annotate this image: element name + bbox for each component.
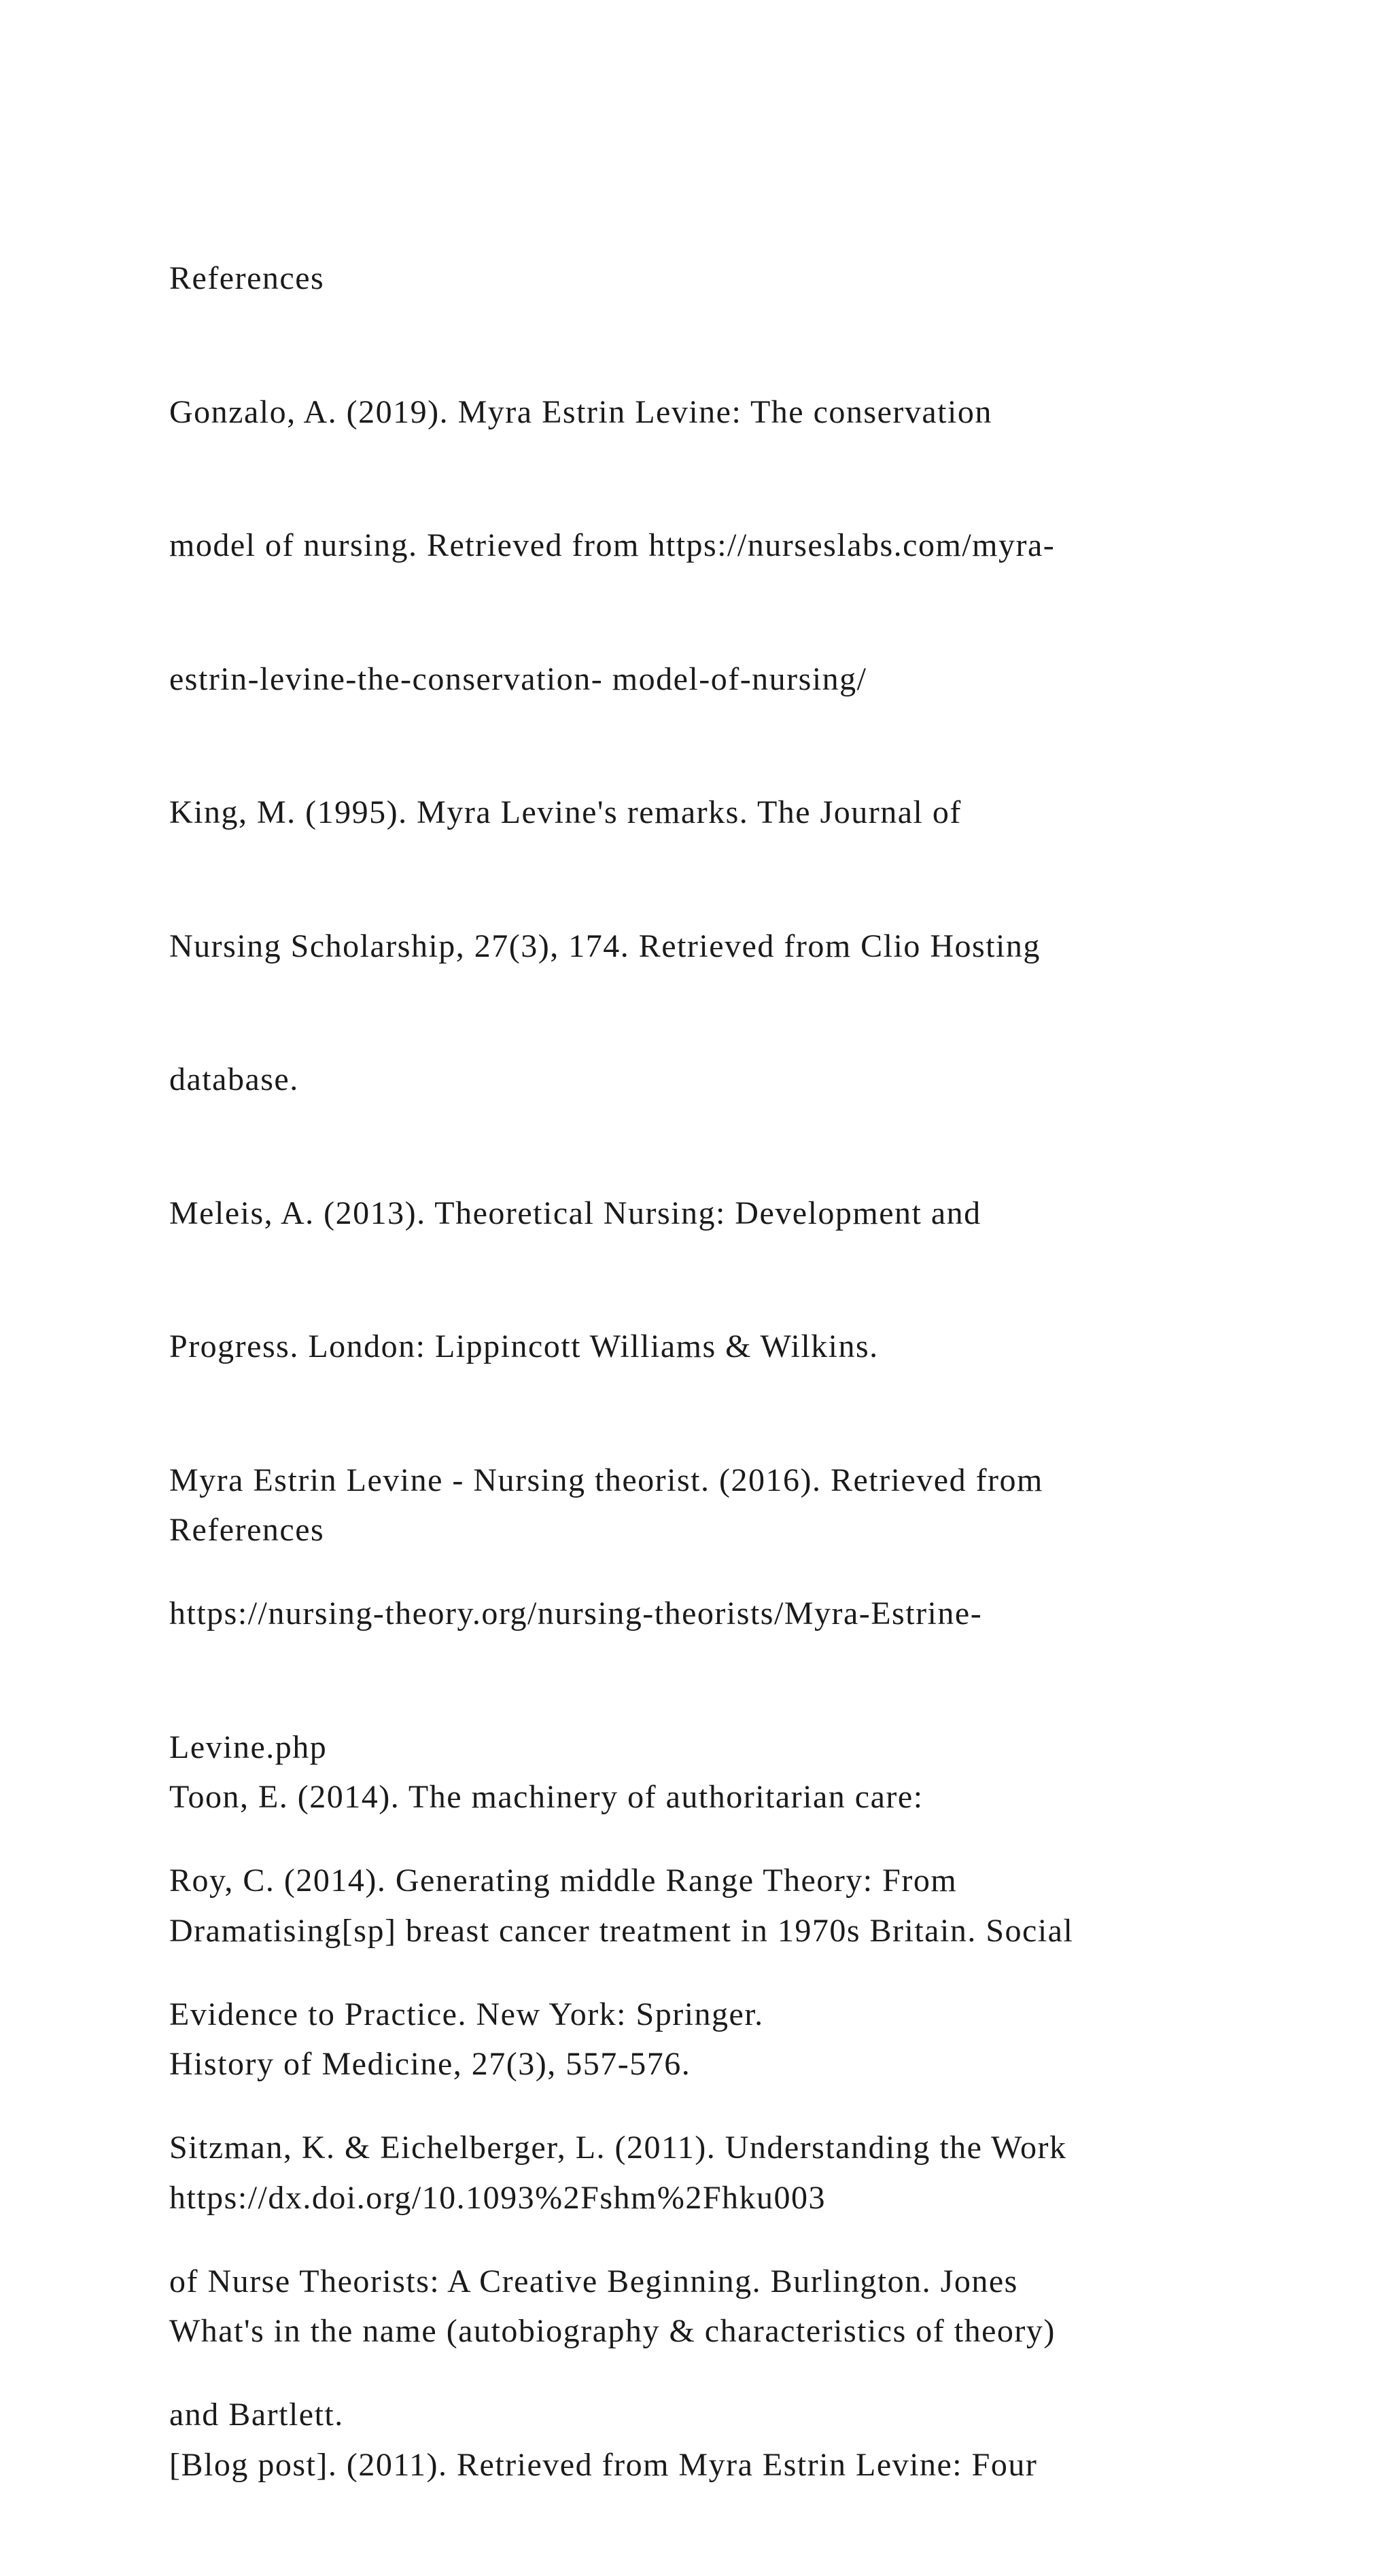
reference-line: [Blog post]. (2011). Retrieved from Myra Estrin Levine: Four <box>169 2446 1038 2483</box>
reference-line: Levine.php <box>169 1729 328 1765</box>
reference-line: estrin-levine-the-conservation- model-of-nursing/ <box>169 660 867 697</box>
reference-line: Toon, E. (2014). The machinery of authoritarian care: <box>169 1779 924 1815</box>
reference-line: Nursing Scholarship, 27(3), 174. Retrieved from Clio Hosting <box>169 928 1041 964</box>
reference-line: History of Medicine, 27(3), 557-576. <box>169 2046 691 2082</box>
reference-line: model of nursing. Retrieved from https://nurseslabs.com/myra- <box>169 527 1056 563</box>
reference-line: What's in the name (autobiography & characteristics of theory) <box>169 2313 1056 2349</box>
reference-line: King, M. (1995). Myra Levine's remarks. The Journal of <box>169 794 962 830</box>
reference-line: Dramatising[sp] breast cancer treatment in 1970s Britain. Social <box>169 1912 1074 1949</box>
blank-line <box>169 1642 1230 1687</box>
references-heading: References <box>169 260 325 296</box>
reference-line: and Bartlett. <box>169 2397 344 2433</box>
reference-line: Roy, C. (2014). Generating middle Range Theory: From <box>169 1863 958 1899</box>
reference-line: Evidence to Practice. New York: Springer. <box>169 1996 764 2032</box>
reference-line: Sitzman, K. & Eichelberger, L. (2011). Understanding the Work <box>169 2130 1067 2166</box>
reference-line: Myra Estrin Levine - Nursing theorist. (2016). Retrieved from <box>169 1462 1043 1498</box>
reference-line: https://dx.doi.org/10.1093%2Fshm%2Fhku003 <box>169 2179 826 2216</box>
reference-line: database. <box>169 1061 299 1097</box>
reference-line: Progress. London: Lippincott Williams & Wilkins. <box>169 1328 879 1364</box>
reference-line: https://nursing-theory.org/nursing-theorists/Myra-Estrine- <box>169 1595 983 1631</box>
reference-line: Meleis, A. (2013). Theoretical Nursing: Development and <box>169 1195 981 1231</box>
references-section-two <box>169 1419 1230 2576</box>
reference-line: Gonzalo, A. (2019). Myra Estrin Levine: The conservation <box>169 393 992 430</box>
reference-line: of Nurse Theorists: A Creative Beginning. Burlington. Jones <box>169 2263 1018 2299</box>
references-heading: References <box>169 1512 325 1548</box>
